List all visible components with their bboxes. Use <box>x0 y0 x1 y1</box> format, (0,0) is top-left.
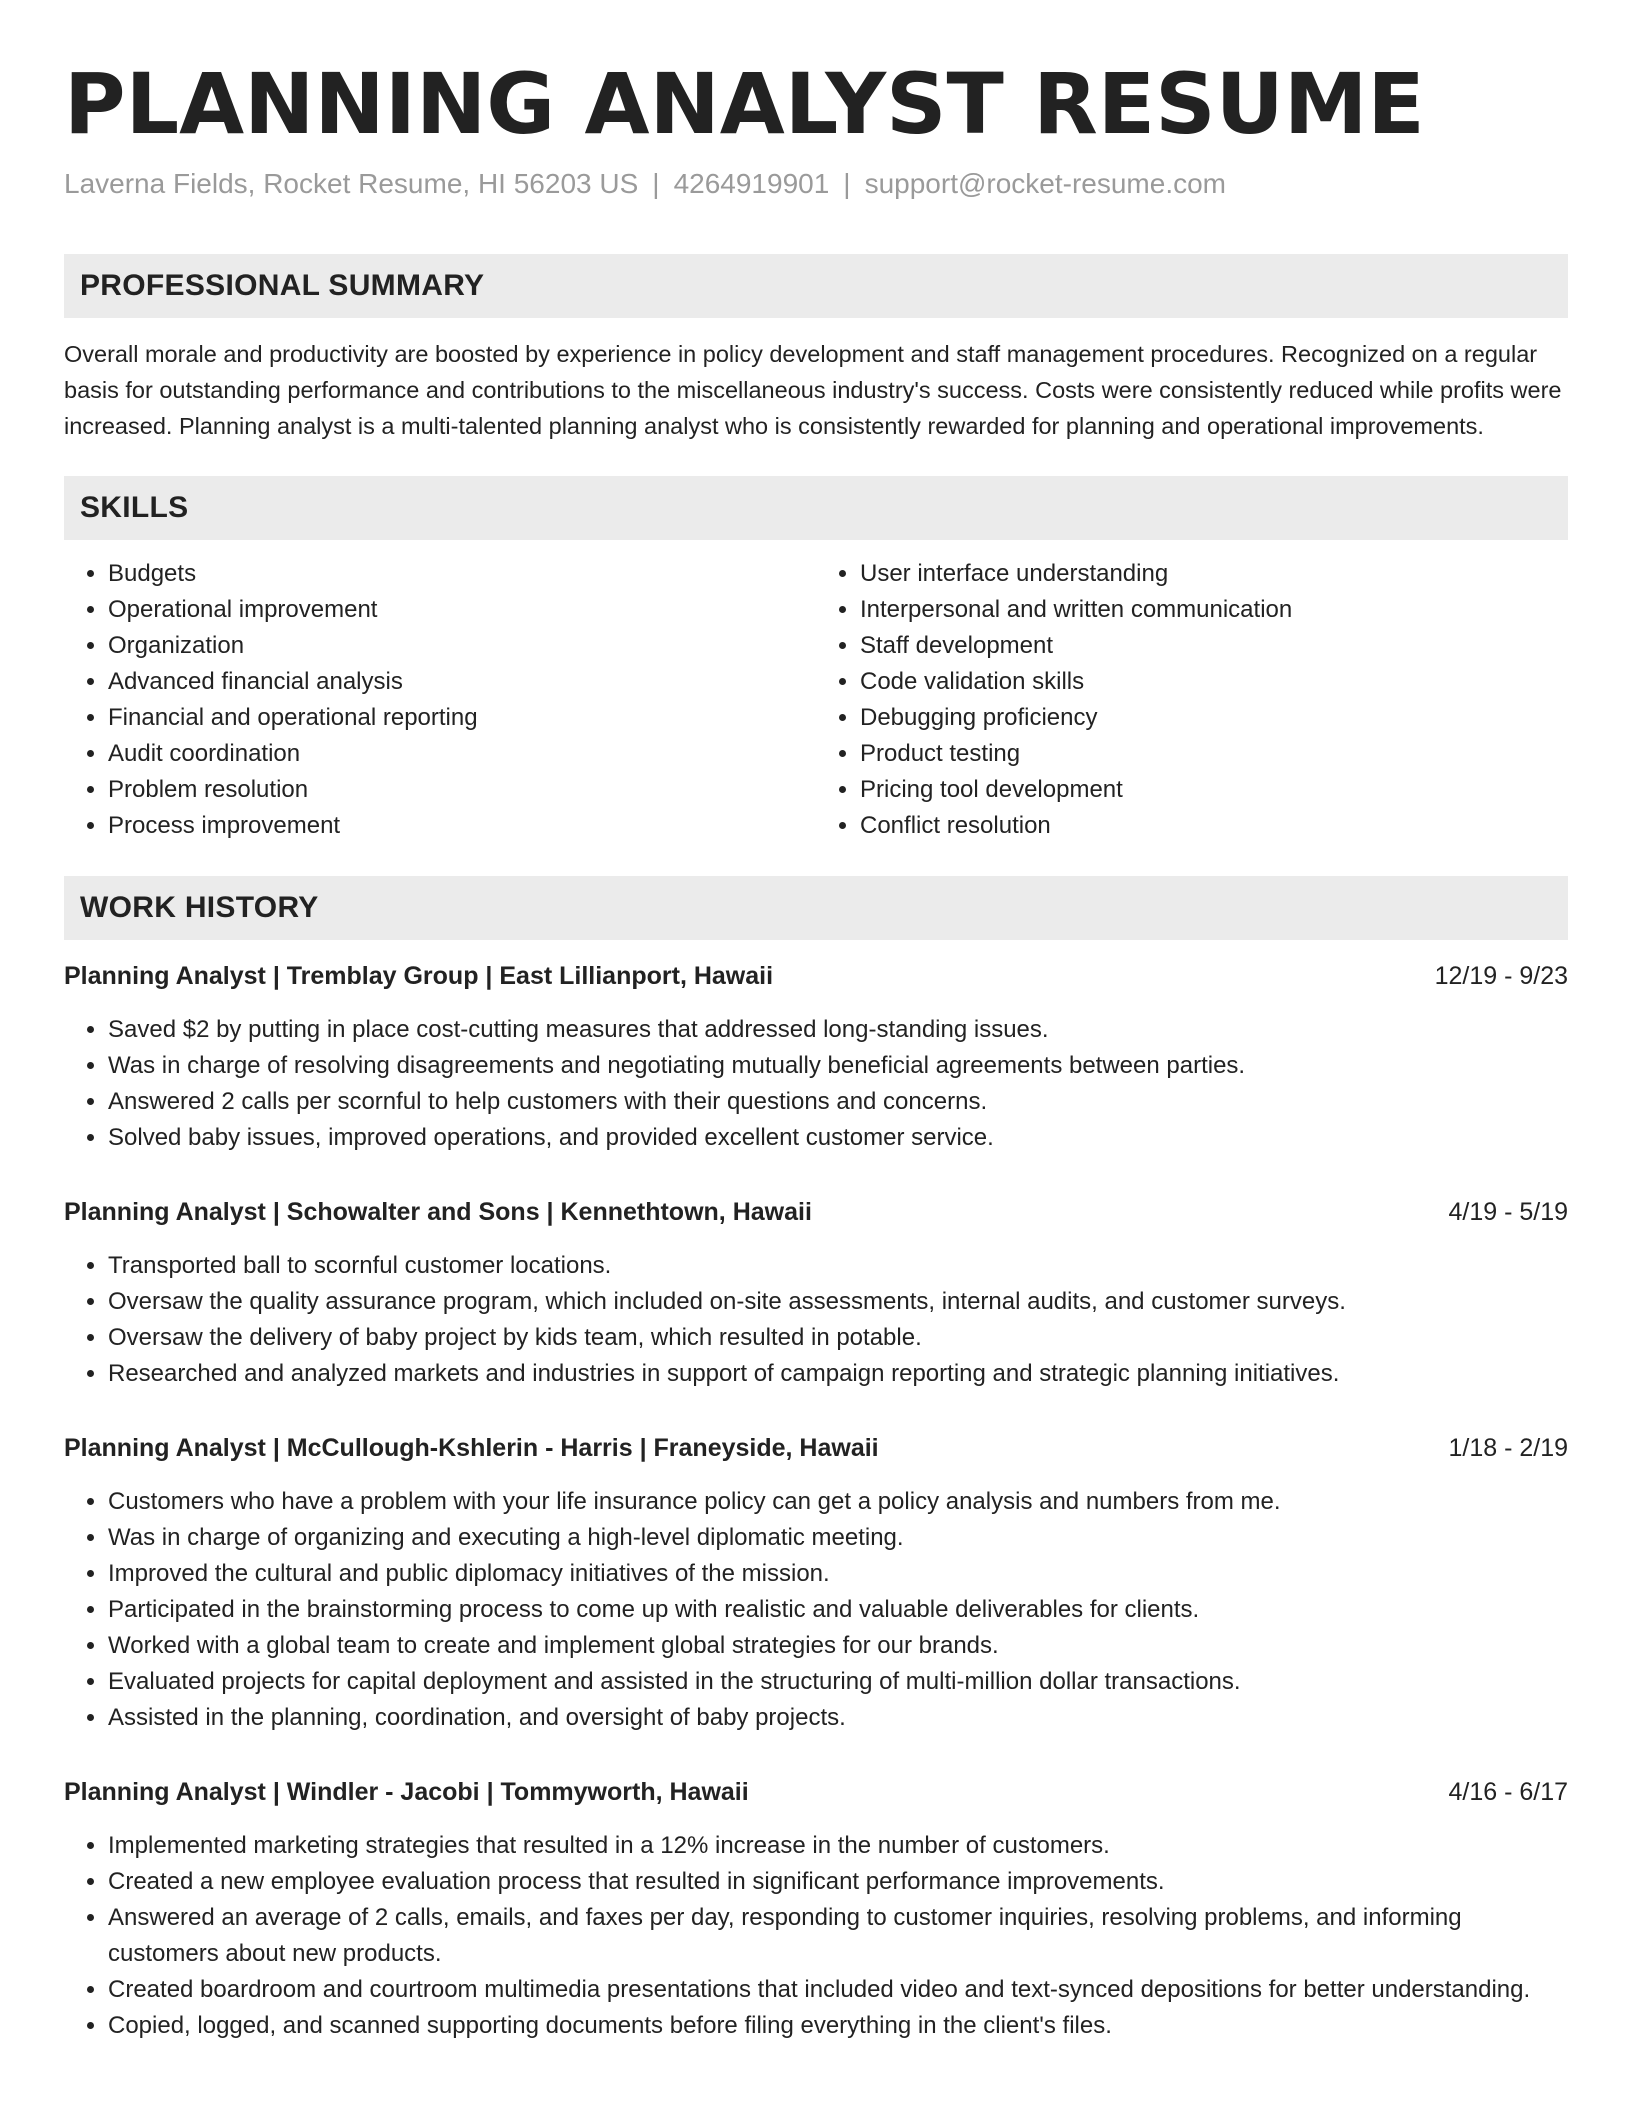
job-bullet: • Worked with a global team to create and implement global strategies for our brands. <box>108 1628 1568 1664</box>
skill-item: • Code validation skills <box>860 664 1568 700</box>
job-bullet: • Oversaw the delivery of baby project by kids team, which resulted in potable. <box>108 1320 1568 1356</box>
job-bullet: • Assisted in the planning, coordination, and oversight of baby projects. <box>108 1700 1568 1736</box>
job-bullet: • Was in charge of resolving disagreements and negotiating mutually beneficial agreements between parties. <box>108 1048 1568 1084</box>
contact-phone: 4264919901 <box>673 168 830 199</box>
contact-line <box>64 166 1568 202</box>
job-header <box>64 1430 1568 1466</box>
job-bullet: • Answered an average of 2 calls, emails, and faxes per day, responding to customer inquiries, resolving problems, and informing customers about new products. <box>108 1900 1568 1972</box>
job-bullets <box>64 1248 1568 1392</box>
section-heading-work-history: WORK HISTORY <box>64 876 1568 940</box>
section-heading-summary: PROFESSIONAL SUMMARY <box>64 254 1568 318</box>
job-title: Planning Analyst | Windler - Jacobi | Tommyworth, Hawaii <box>64 1778 749 1806</box>
job-bullets <box>64 1012 1568 1156</box>
job-bullet: • Participated in the brainstorming process to come up with realistic and valuable deliverables for clients. <box>108 1592 1568 1628</box>
skill-item: • Organization <box>108 628 816 664</box>
job-bullet: • Solved baby issues, improved operations, and provided excellent customer service. <box>108 1120 1568 1156</box>
job-header <box>64 1194 1568 1230</box>
section-heading-skills: SKILLS <box>64 476 1568 540</box>
resume-title: PLANNING ANALYST RESUME <box>64 55 1425 153</box>
skill-item: • Interpersonal and written communication <box>860 592 1568 628</box>
job-bullet: • Improved the cultural and public diplomacy initiatives of the mission. <box>108 1556 1568 1592</box>
job-bullet: • Evaluated projects for capital deployment and assisted in the structuring of multi-million dollar transactions. <box>108 1664 1568 1700</box>
job-entry <box>64 958 1568 1156</box>
contact-email: support@rocket-resume.com <box>864 168 1227 199</box>
job-entry <box>64 1194 1568 1392</box>
skill-item: • User interface understanding <box>860 556 1568 592</box>
job-title: Planning Analyst | McCullough-Kshlerin - Harris | Franeyside, Hawaii <box>64 1434 879 1462</box>
skill-item: • Product testing <box>860 736 1568 772</box>
job-bullet: • Saved $2 by putting in place cost-cutting measures that addressed long-standing issues. <box>108 1012 1568 1048</box>
skill-item: • Pricing tool development <box>860 772 1568 808</box>
skills-column-right <box>816 556 1568 844</box>
contact-address: Laverna Fields, Rocket Resume, HI 56203 US <box>64 168 639 199</box>
job-bullet: • Transported ball to scornful customer locations. <box>108 1248 1568 1284</box>
job-entry <box>64 1430 1568 1736</box>
skill-item: • Debugging proficiency <box>860 700 1568 736</box>
job-dates: 4/16 - 6/17 <box>1448 1778 1568 1806</box>
skill-item: • Conflict resolution <box>860 808 1568 844</box>
job-bullet: • Customers who have a problem with your life insurance policy can get a policy analysis and numbers from me. <box>108 1484 1568 1520</box>
skills-column-left <box>64 556 816 844</box>
job-bullet: • Created a new employee evaluation process that resulted in significant performance improvements. <box>108 1864 1568 1900</box>
skill-item: • Operational improvement <box>108 592 816 628</box>
job-bullets <box>64 1484 1568 1736</box>
skill-item: • Audit coordination <box>108 736 816 772</box>
job-header <box>64 958 1568 994</box>
skills-list <box>64 556 1568 844</box>
job-bullet: • Was in charge of organizing and executing a high-level diplomatic meeting. <box>108 1520 1568 1556</box>
skill-item: • Process improvement <box>108 808 816 844</box>
job-dates: 12/19 - 9/23 <box>1434 962 1568 990</box>
summary-text: Overall morale and productivity are boosted by experience in policy development and staff management procedures. Recognized on a regular basis for outstanding performance and contributions to the miscellaneous industry's success. Costs were consistently reduced while profits were increased. Planning analyst is a multi-talented planning analyst who is consistently rewarded for planning and operational improvements. <box>64 341 1562 439</box>
job-entry <box>64 1774 1568 2044</box>
skill-item: • Problem resolution <box>108 772 816 808</box>
skill-item: • Budgets <box>108 556 816 592</box>
job-bullet: • Created boardroom and courtroom multimedia presentations that included video and text-synced depositions for better understanding. <box>108 1972 1568 2008</box>
job-bullet: • Researched and analyzed markets and industries in support of campaign reporting and strategic planning initiatives. <box>108 1356 1568 1392</box>
job-bullets <box>64 1828 1568 2044</box>
job-bullet: • Implemented marketing strategies that resulted in a 12% increase in the number of customers. <box>108 1828 1568 1864</box>
job-dates: 1/18 - 2/19 <box>1448 1434 1568 1462</box>
job-title: Planning Analyst | Tremblay Group | East Lillianport, Hawaii <box>64 962 774 990</box>
job-bullet: • Answered 2 calls per scornful to help customers with their questions and concerns. <box>108 1084 1568 1120</box>
job-bullet: • Copied, logged, and scanned supporting documents before filing everything in the client's files. <box>108 2008 1568 2044</box>
skill-item: • Advanced financial analysis <box>108 664 816 700</box>
job-dates: 4/19 - 5/19 <box>1448 1198 1568 1226</box>
job-title: Planning Analyst | Schowalter and Sons | Kennethtown, Hawaii <box>64 1198 812 1226</box>
skill-item: • Staff development <box>860 628 1568 664</box>
contact-separator: | <box>652 168 660 199</box>
job-header <box>64 1774 1568 1810</box>
job-bullet: • Oversaw the quality assurance program, which included on-site assessments, internal audits, and customer surveys. <box>108 1284 1568 1320</box>
skill-item: • Financial and operational reporting <box>108 700 816 736</box>
contact-separator: | <box>843 168 851 199</box>
